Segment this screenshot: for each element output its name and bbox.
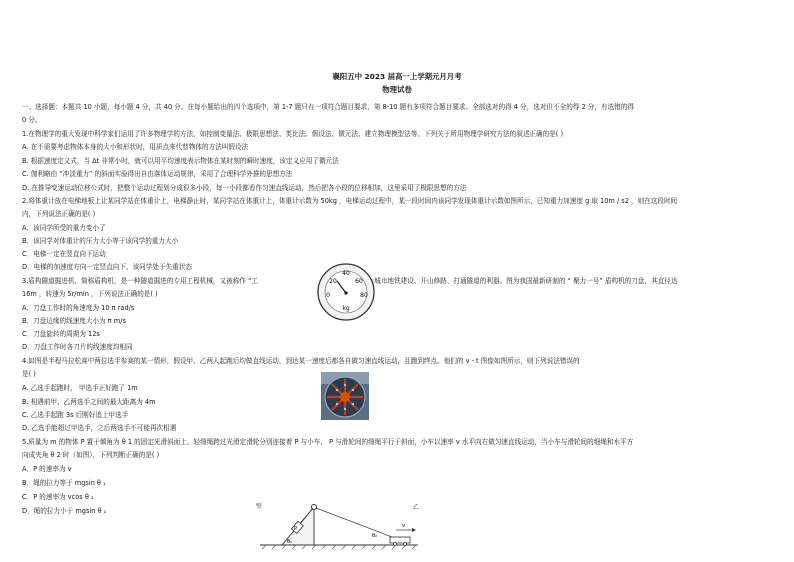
option-d: D．电梯的加速度方向一定竖直向下，该同学处于失重状态 (22, 263, 192, 271)
gauge-tick-label: 60 (355, 278, 363, 285)
scale-gauge-figure (316, 262, 376, 322)
theta1-label: θ₁ (287, 539, 293, 545)
option-c: C．刀盘旋转的周期为 12s (22, 330, 100, 338)
theta2-label: θ₂ (372, 533, 378, 539)
incline-pulley-figure (252, 499, 424, 551)
question-stem: 3.盾构隧道掘进机，简称盾构机，是一种隧道掘进的专用工程机械，又被称作 “工 (22, 277, 258, 285)
option-b: B．该同学对体重计的压力大小等于该同学的重力大小 (22, 237, 179, 245)
option-d: D. 在推导变速运动位移公式时，把整个运动过程划分成很多小段，每一小段都看作匀速直线运动，然后把各小段的位移相加，这里采用了极限思想的方法 (22, 184, 467, 192)
option-b: B. 根据速度定义式，当 Δt 非常小时，就可以用平均速度表示物体在某时刻的瞬时速度，该定义应用了微元法 (22, 157, 339, 165)
exam-subject: 物理试卷 (382, 85, 412, 94)
option-a: A. 乙选手起跑时， 甲选手正好跑了 1m (22, 384, 138, 392)
question-stem: 5.质量为 m 的物体 P 置于倾角为 θ 1 的固定光滑斜面上，轻细绳跨过光滑定滑轮分别连接着 P 与小车， P 与滑轮间的细绳平行于斜面，小车以速率 v 水平向右做匀速直线运动，当小车与滑轮间的细绳和水平方 (22, 438, 634, 446)
question-stem: 4.如图是半程马拉松赛中两位选手参赛的某一情形，假设甲、乙两人起跑后均做直线运动，到达某一速度后都各自做匀速直线运动，且跑到终点。他们的 v - t 图像如图所示，则下列说法错误的 (22, 357, 580, 365)
option-b: B．刀盘边缘的线速度大小为 π m/s (22, 317, 126, 325)
option-c: C. 乙选手起跑 3s 后刚好追上甲选手 (22, 411, 129, 419)
option-a: A．刀盘工作时的角速度为 10 π rad/s (22, 304, 135, 312)
p-label: P (294, 526, 298, 532)
exam-title: 襄阳五中 2023 届高一上学期元月月考 (332, 72, 462, 81)
option-a: A．该同学所受的重力变小了 (22, 224, 106, 232)
option-c: C．P 的速率为 vcos θ ₂ (22, 493, 94, 501)
v-label: v (402, 523, 406, 529)
option-a: A．P 的速率为 v (22, 465, 72, 473)
car-label: 乙 (413, 504, 420, 511)
question-stem: 1.在物理学的重大发现中科学家们运用了许多物理学的方法，如控制变量法、极限思想法、类比法、假设法、微元法、建立物理模型法等。下列关于所用物理学研究方法的叙述正确的是( ) (22, 130, 564, 138)
option-c: C．电梯一定在竖直向下运动 (22, 250, 106, 258)
question-stem: ;城市地铁建设、开山修路、打通隧道的利器。图为我国最新研制的 “ 聚力一号” 盾构机的刀盘，其直径达 (372, 277, 678, 285)
option-d: D．绳的拉力小于 mgsin θ ₁ (22, 507, 107, 515)
option-b: B．绳的拉力等于 mgsin θ ₁ (22, 479, 106, 487)
option-a: A. 在不需要考虑物体本身的大小和形状时，用质点来代替物体的方法叫假设法 (22, 143, 249, 151)
question-stem: 向成夹角 θ 2 时（如图），下列判断正确的是( ) (22, 451, 160, 459)
gauge-tick-label: 0 (326, 292, 330, 299)
gauge-tick-label: 20 (329, 278, 337, 285)
gauge-tick-label: 40 (342, 270, 350, 277)
question-stem: 是( ) (22, 370, 36, 378)
option-c: C. 伽利略由 “冲淡重力” 的斜面实验得出自由落体运动规律，采用了合理科学外推的思想方法 (22, 170, 293, 178)
option-d: D. 乙选手能超过甲选手，之后两选手不可能再次相遇 (22, 424, 177, 432)
tunnel-boring-machine-photo (321, 372, 369, 420)
option-b: B. 相遇前甲、乙两选手之间的最大距离为 4m (22, 398, 156, 406)
instruction-line: 一、选择题：本题共 10 小题，每小题 4 分，共 40 分。在每小题给出的四个选项中，第 1-7 题只有一项符合题目要求，第 8-10 题有多项符合题目要求。全部选对的得 4 分，选对但不全的得 2 分，有选错的得 (22, 103, 634, 111)
question-stem: 内，下列说法正确的是( ) (22, 210, 96, 218)
gauge-unit-label: kg (342, 305, 350, 312)
gauge-tick-label: 80 (360, 292, 368, 299)
option-d: D．刀盘工作时各刀片的线速度均相同 (22, 343, 133, 351)
question-stem: 16m ，转速为 5r/min ，下列说法正确的是( ) (22, 290, 158, 298)
wall-label: 壁 (256, 503, 263, 510)
instruction-line: 0 分。 (22, 116, 42, 124)
question-stem: 2.将体重计放在电梯地板上让某同学站在体重计上，电梯静止时，某同学站在体重计上，体重计示数为 50kg ，电梯运动过程中，某一段时间内该同学发现体重计示数如图所示，已知重力加速度 g 取 10m / s2 ，则在这段时间 (22, 197, 678, 205)
